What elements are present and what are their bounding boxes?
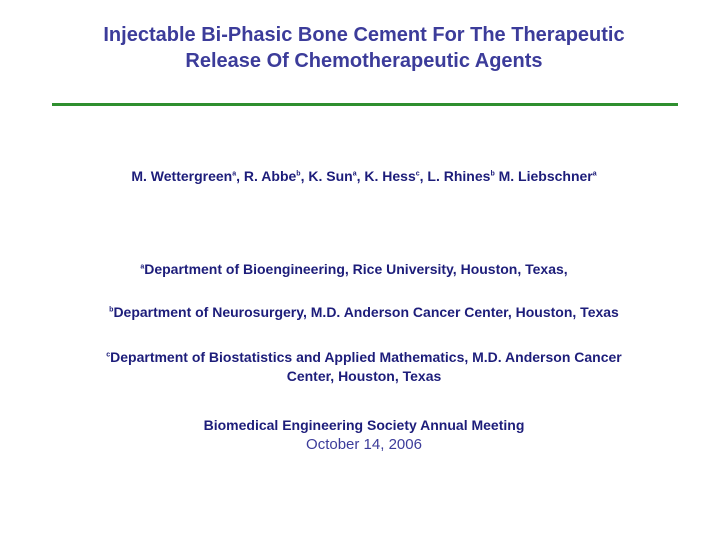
affiliation-b: $^b$Department of Neurosurgery, M.D. Anderson Cancer Center, Houston, Texas — [109, 304, 619, 320]
author: M. Wettergreen$^a$, — [131, 168, 244, 184]
author: L. Rhines$^b$ — [427, 168, 495, 184]
author: K. Sun$^a$, — [308, 168, 365, 184]
title-line-1: Injectable Bi-Phasic Bone Cement For The Therapeutic — [103, 24, 625, 46]
author-list — [0, 168, 728, 184]
author: M. Liebschner$^a$ — [498, 168, 597, 184]
slide-title — [20, 22, 708, 74]
title-line-2: Release Of Chemotherapeutic Agents — [185, 50, 543, 72]
author: R. Abbe$^b$, — [243, 168, 309, 184]
meeting-date: October 14, 2006 — [306, 436, 422, 453]
affiliation-a: $^a$Department of Bioengineering, Rice University, Houston, Texas, — [140, 261, 568, 277]
affiliation-c-line-1: $^c$Department of Biostatistics and Applied Mathematics, M.D. Anderson Cancer — [106, 349, 622, 365]
title-divider — [52, 103, 678, 106]
meeting-name: Biomedical Engineering Society Annual Meeting — [203, 417, 525, 433]
affiliation-c-line-2: Center, Houston, Texas — [286, 368, 442, 384]
author: K. Hess$^c$, — [364, 168, 428, 184]
affiliation-c — [0, 348, 728, 386]
